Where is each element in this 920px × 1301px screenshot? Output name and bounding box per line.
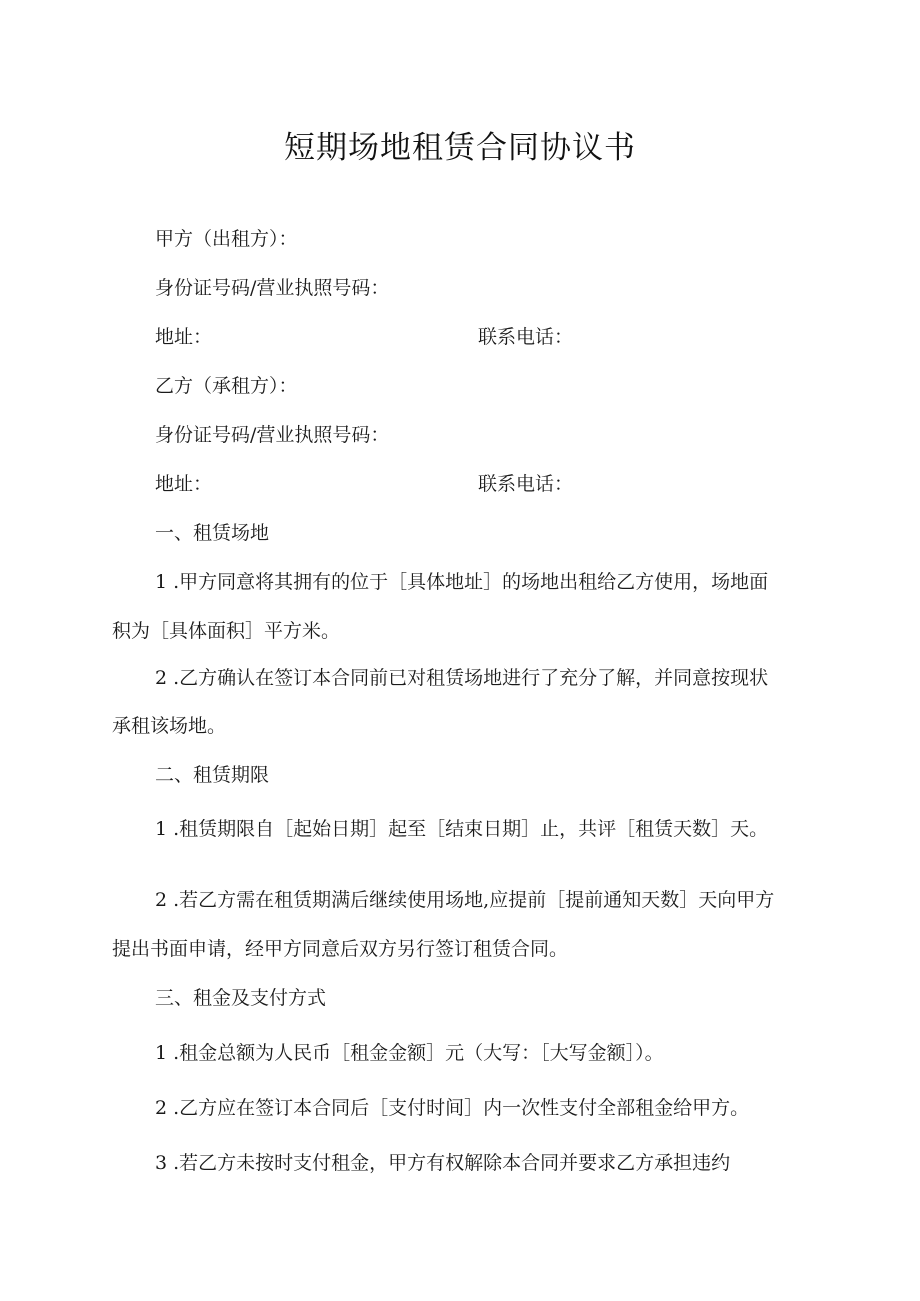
- party-b-label: 乙方（承租方）：: [155, 375, 298, 397]
- section-3-clause-3-line-1: 3 .若乙方未按时支付租金，甲方有权解除本合同并要求乙方承担违约: [155, 1152, 731, 1174]
- section-1-clause-2-line-2: 承租该场地。: [112, 715, 227, 737]
- section-2-heading: 二、租赁期限: [155, 764, 270, 786]
- section-3-heading: 三、租金及支付方式: [155, 987, 327, 1009]
- section-1-heading: 一、租赁场地: [155, 522, 270, 544]
- section-3-clause-1-line-1: 1 .租金总额为人民币［租金金额］元（大写：［大写金额］）。: [155, 1042, 664, 1064]
- section-1-clause-2-line-1: 2 .乙方确认在签订本合同前已对租赁场地进行了充分了解，并同意按现状: [155, 667, 769, 689]
- document-title: 短期场地租赁合同协议书: [284, 130, 636, 166]
- section-1-clause-1-line-2: 积为［具体面积］平方米。: [112, 620, 341, 642]
- section-2-clause-1-line-1: 1 .租赁期限自［起始日期］起至［结束日期］止，共评［租赁天数］天。: [155, 818, 769, 840]
- party-b-id-label: 身份证号码/营业执照号码：: [155, 424, 390, 446]
- party-b-phone-label: 联系电话：: [478, 473, 574, 495]
- party-a-phone-label: 联系电话：: [478, 326, 574, 348]
- section-3-clause-2-line-1: 2 .乙方应在签订本合同后［支付时间］内一次性支付全部租金给甲方。: [155, 1097, 750, 1119]
- party-b-address-label: 地址：: [155, 473, 213, 495]
- section-2-clause-2-line-1: 2 .若乙方需在租赁期满后继续使用场地,应提前［提前通知天数］天向甲方: [155, 889, 775, 911]
- party-a-id-label: 身份证号码/营业执照号码：: [155, 277, 390, 299]
- party-a-label: 甲方（出租方）：: [155, 228, 298, 250]
- section-2-clause-2-line-2: 提出书面申请，经甲方同意后双方另行签订租赁合同。: [112, 938, 569, 960]
- party-a-address-label: 地址：: [155, 326, 213, 348]
- section-1-clause-1-line-1: 1 .甲方同意将其拥有的位于［具体地址］的场地出租给乙方使用，场地面: [155, 571, 769, 593]
